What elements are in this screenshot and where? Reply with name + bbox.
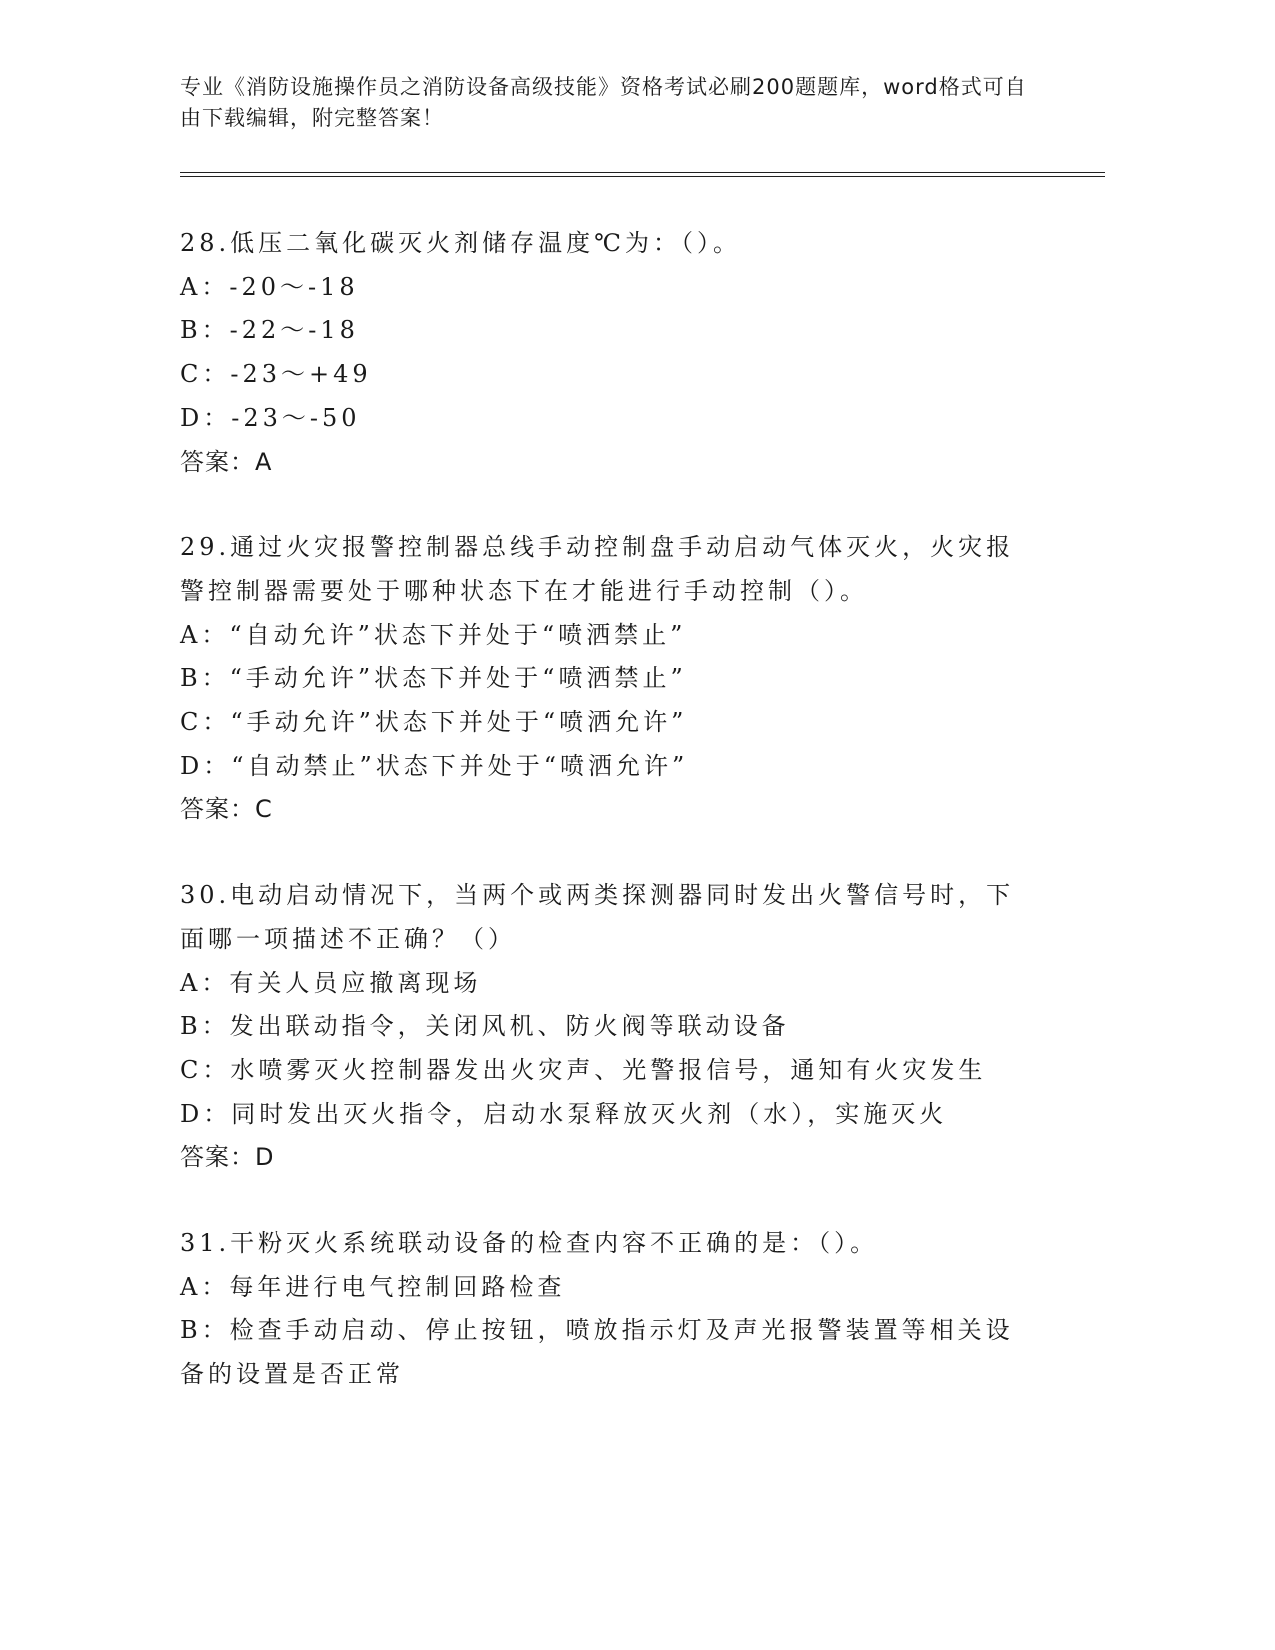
- option-c: C：水喷雾灭火控制器发出火灾声、光警报信号，通知有火灾发生: [180, 1055, 987, 1084]
- option-b: B：检查手动启动、停止按钮，喷放指示灯及声光报警装置等相关设备的设置是否正常: [180, 1316, 1014, 1389]
- answer: 答案：D: [180, 1143, 275, 1172]
- answer: 答案：A: [180, 447, 273, 476]
- header-divider-top: [180, 172, 1105, 173]
- header-divider-bottom: [180, 176, 1105, 177]
- question-list: [180, 222, 1040, 1439]
- option-d: D：“自动禁止”状态下并处于“喷洒允许”: [180, 751, 689, 780]
- option-b: B：发出联动指令，关闭风机、防火阀等联动设备: [180, 1012, 790, 1041]
- option-a: A：有关人员应撤离现场: [180, 968, 482, 997]
- option-d: D：-23～-50: [180, 403, 361, 432]
- option-d: D：同时发出灭火指令，启动水泵释放灭火剂（水），实施灭火: [180, 1099, 948, 1128]
- document-header: 专业《消防设施操作员之消防设备高级技能》资格考试必刷200题题库，word格式可自由下载编辑，附完整答案！: [180, 75, 1027, 130]
- option-a: A：“自动允许”状态下并处于“喷洒禁止”: [180, 620, 687, 649]
- question-29: [180, 526, 1040, 832]
- question-28: [180, 222, 1040, 484]
- question-stem: 29.通过火灾报警控制器总线手动控制盘手动启动气体灭火，火灾报警控制器需要处于哪种状态下在才能进行手动控制（）。: [180, 533, 1015, 605]
- option-c: C：-23～+49: [180, 360, 372, 389]
- option-b: B：“手动允许”状态下并处于“喷洒禁止”: [180, 664, 687, 693]
- question-31: [180, 1222, 1040, 1397]
- question-30: [180, 874, 1040, 1180]
- option-a: A：每年进行电气控制回路检查: [180, 1272, 566, 1301]
- option-b: B：-22～-18: [180, 316, 359, 345]
- question-stem: 30.电动启动情况下，当两个或两类探测器同时发出火警信号时，下面哪一项描述不正确？（）: [180, 881, 1015, 953]
- option-a: A：-20～-18: [180, 272, 359, 301]
- question-stem: 28.低压二氧化碳灭火剂储存温度℃为：（）。: [180, 229, 742, 257]
- answer: 答案：C: [180, 795, 273, 824]
- option-c: C：“手动允许”状态下并处于“喷洒允许”: [180, 708, 688, 737]
- question-stem: 31.干粉灭火系统联动设备的检查内容不正确的是：（）。: [180, 1229, 879, 1258]
